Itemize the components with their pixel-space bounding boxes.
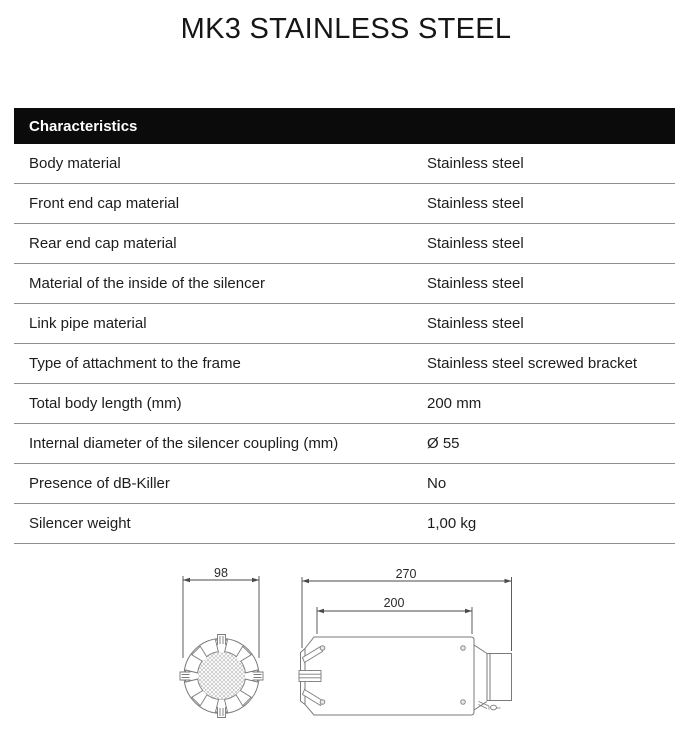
- table-header-label: Characteristics: [29, 117, 138, 135]
- table-body: [14, 144, 675, 544]
- table-row: [14, 464, 675, 504]
- technical-drawing: [0, 545, 692, 755]
- row-value: Stainless steel: [427, 195, 524, 212]
- row-label: Total body length (mm): [29, 395, 182, 412]
- row-label: Rear end cap material: [29, 235, 177, 252]
- row-value: 200 mm: [427, 395, 482, 412]
- body-length-dimension: [317, 607, 472, 634]
- row-label: Material of the inside of the silencer: [29, 275, 265, 292]
- row-value: Stainless steel: [427, 155, 524, 172]
- row-value: Ø 55: [427, 435, 460, 452]
- row-value: No: [427, 475, 447, 492]
- row-value: 1,00 kg: [427, 515, 477, 532]
- row-label: Front end cap material: [29, 195, 180, 212]
- front-diameter-label: 98: [214, 566, 228, 580]
- table-header: [14, 108, 675, 144]
- table-row: [14, 184, 675, 224]
- table-row: [14, 424, 675, 464]
- table-row: [14, 144, 675, 184]
- row-label: Link pipe material: [29, 315, 147, 332]
- characteristics-table: [14, 108, 675, 544]
- body-length-label: 200: [383, 596, 405, 610]
- side-view: [299, 567, 512, 715]
- table-row: [14, 264, 675, 304]
- row-label: Silencer weight: [29, 515, 131, 532]
- row-label: Presence of dB-Killer: [29, 475, 170, 492]
- row-value: Stainless steel screwed bracket: [427, 355, 638, 372]
- row-value: Stainless steel: [427, 235, 524, 252]
- front-view: [180, 566, 263, 718]
- row-label: Internal diameter of the silencer coupling (mm): [29, 435, 339, 452]
- table-row: [14, 224, 675, 264]
- row-value: Stainless steel: [427, 315, 524, 332]
- outlet-sleeve: [487, 654, 512, 701]
- outlet-cone: [474, 645, 487, 710]
- silencer-body-outline: [305, 637, 474, 715]
- table-row: [14, 384, 675, 424]
- row-value: Stainless steel: [427, 275, 524, 292]
- table-row: [14, 304, 675, 344]
- row-label: Body material: [29, 155, 121, 172]
- page-title: MK3 STAINLESS STEEL: [180, 13, 512, 45]
- table-row: [14, 344, 675, 384]
- table-row: [14, 504, 675, 544]
- bracket-detail: [479, 702, 501, 710]
- row-label: Type of attachment to the frame: [29, 355, 241, 372]
- total-length-label: 270: [395, 567, 417, 581]
